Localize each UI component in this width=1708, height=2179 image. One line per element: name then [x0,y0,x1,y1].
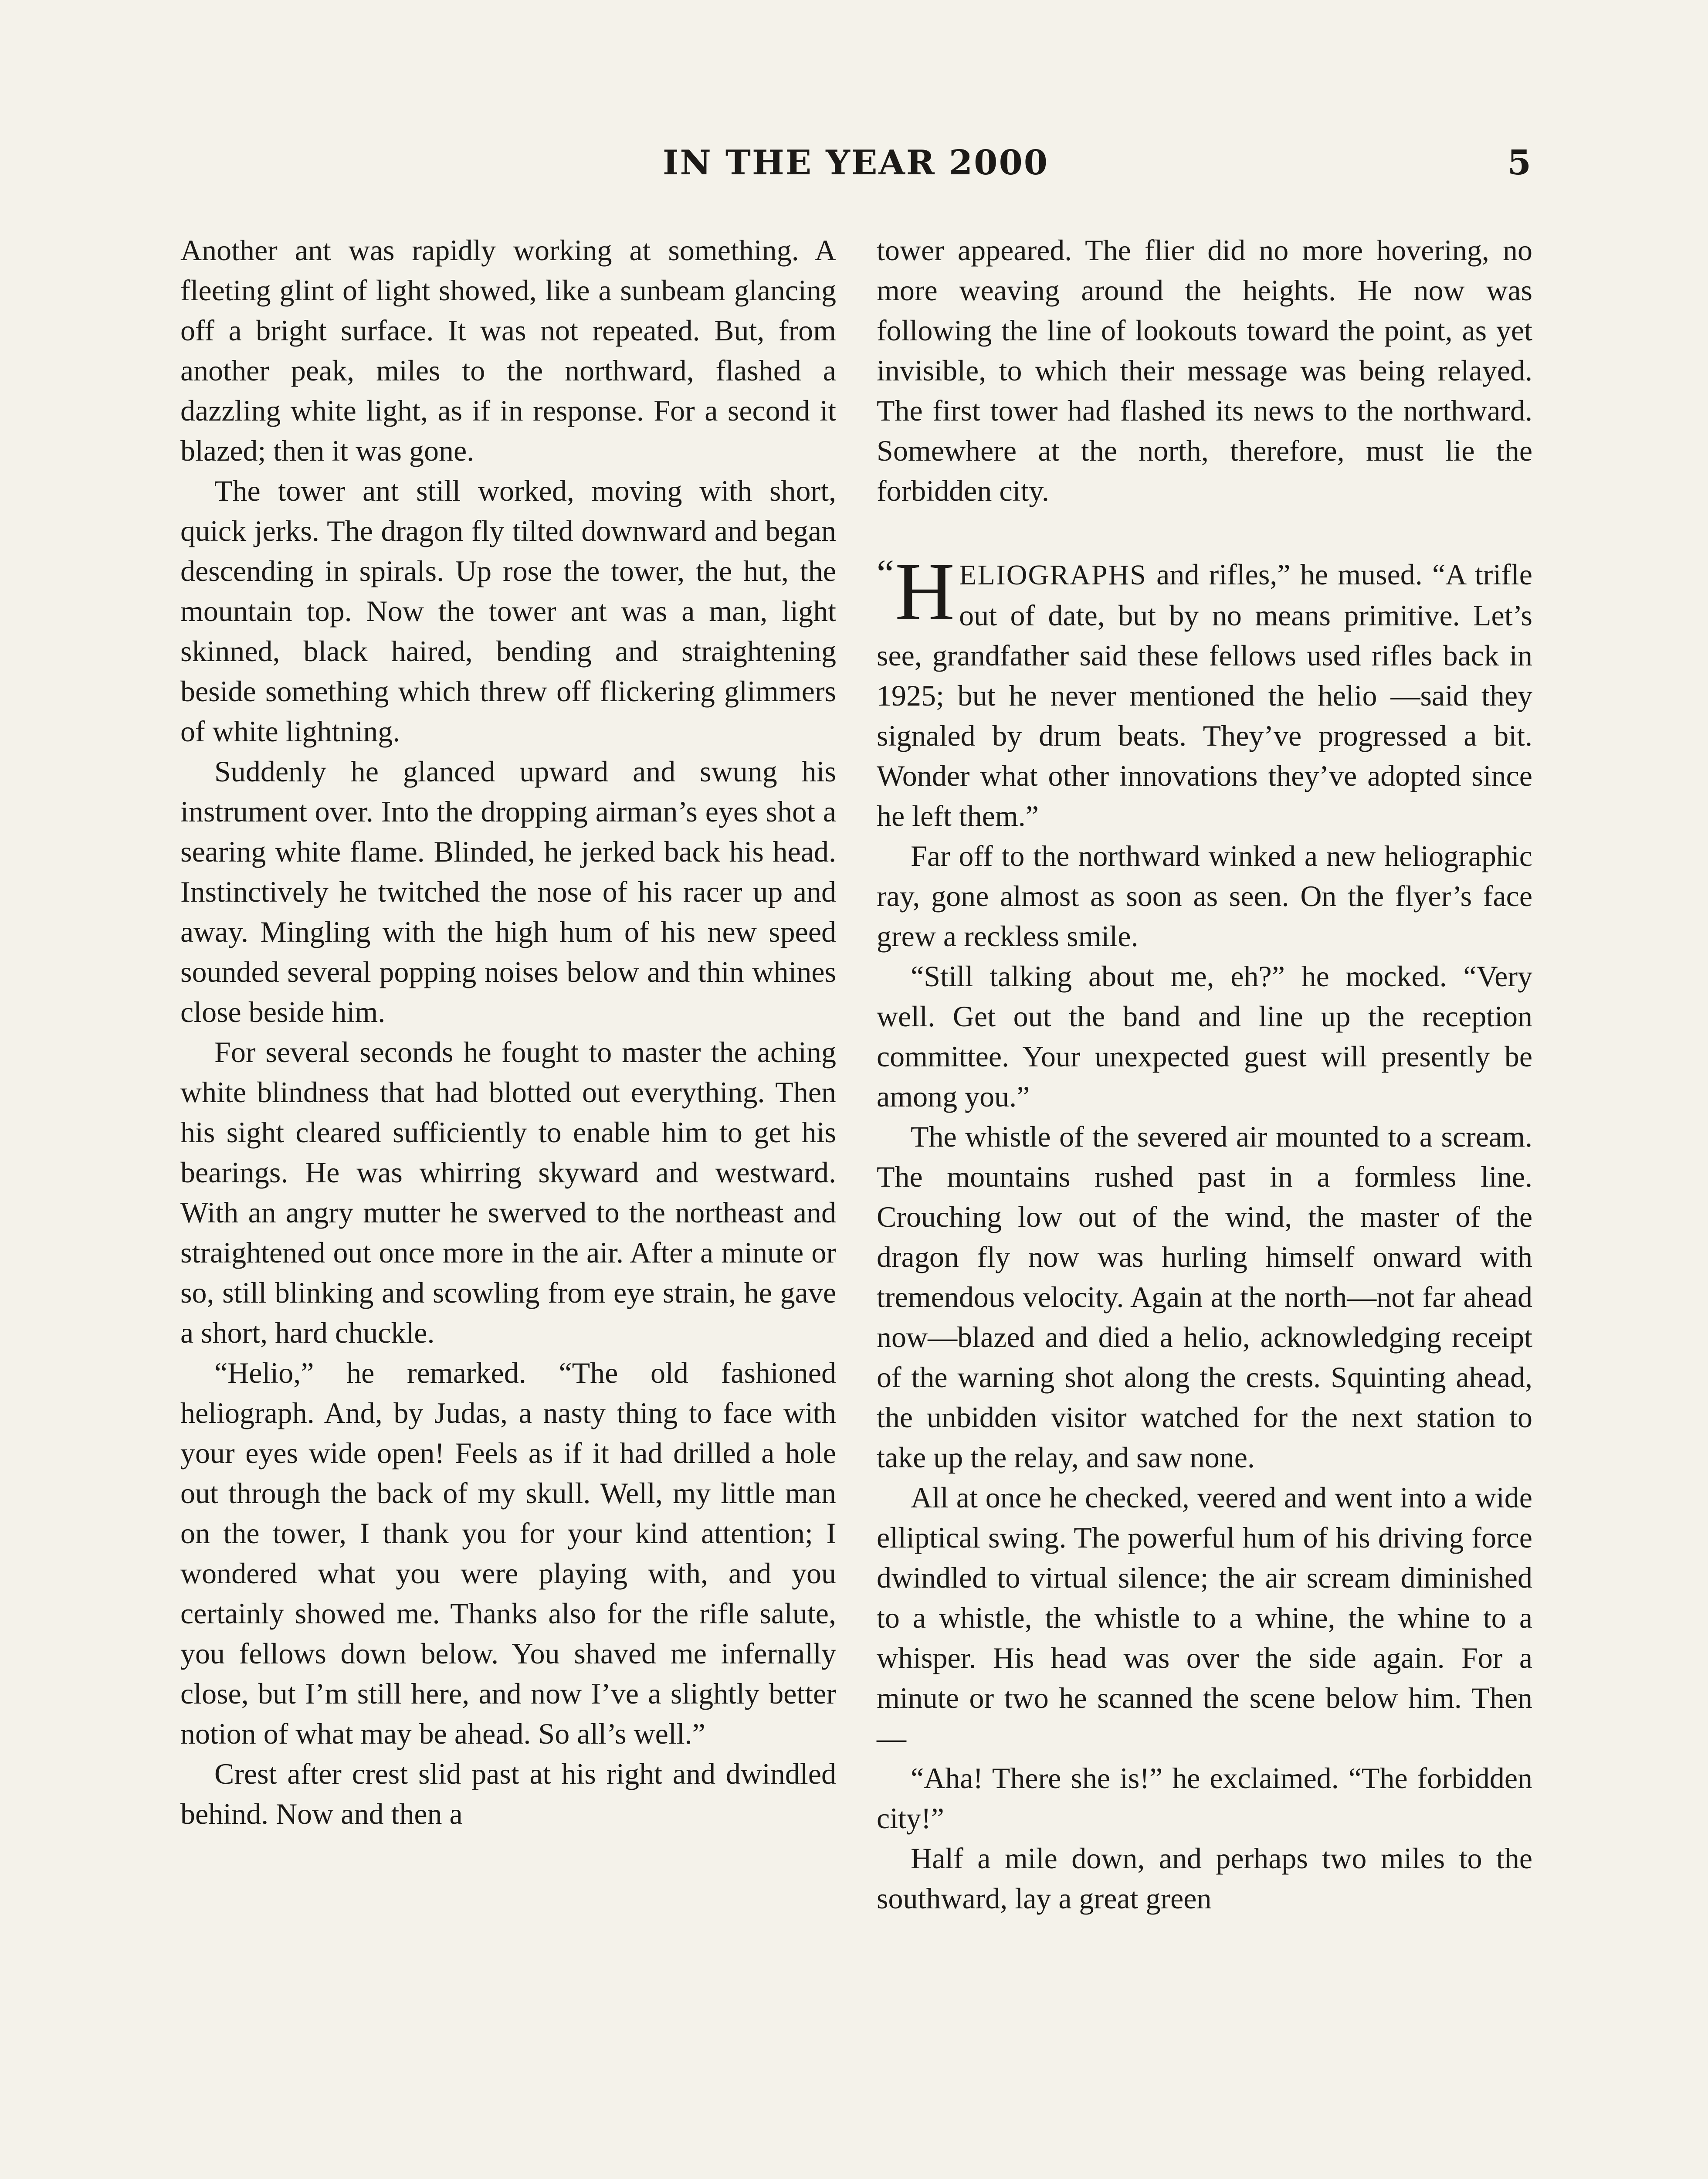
paragraph: For several seconds he fought to master the aching white blindness that had blotted out everything. Then his sight cleared sufficiently to enable him to get his bearings. He was whirring skyward and westward. With an angry mutter he swerved to the northeast and straightened out once more in the air. After a minute or so, still blinking and scowling from eye strain, he gave a short, hard chuckle. [180,1035,836,1349]
paragraph: “Still talking about me, eh?” he mocked. “Very well. Get out the band and line up the reception committee. Your unexpected guest will presently be among you.” [877,960,1532,1113]
drop-cap: H [895,546,955,638]
left-column [180,230,836,1834]
right-column [877,230,1532,1918]
paragraph: The tower ant still worked, moving with short, quick jerks. The dragon fly tilted downward and began descending in spirals. Up rose the tower, the hut, the mountain top. Now the tower ant was a man, light skinned, black haired, bending and straightening beside something which threw off flickering glimmers of white lightning. [180,474,836,748]
running-head [180,139,1531,187]
paragraph: All at once he checked, veered and went into a wide elliptical swing. The powerful hum of his driving force dwindled to virtual silence; the air scream diminished to a whistle, the whistle to a whine, the whine to a whisper. His head was over the side again. For a minute or two he scanned the scene below him. Then— [877,1481,1532,1755]
paragraph: Half a mile down, and perhaps two miles to the southward, lay a great green [877,1842,1532,1915]
running-title: IN THE YEAR 2000 [662,143,1049,183]
paragraph: Suddenly he glanced upward and swung his instrument over. Into the dropping airman’s eyes shot a searing white flame. Blinded, he jerked back his head. Instinctively he twitched the nose of his racer up and away. Mingling with the high hum of his new speed sounded several popping noises below and thin whines close beside him. [180,755,836,1028]
paragraph: “Helio,” he remarked. “The old fashioned heliograph. And, by Judas, a nasty thing to face with your eyes wide open! Feels as if it had drilled a hole out through the back of my skull. Well, my little man on the tower, I thank you for your kind attention; I wondered what you were playing with, and you certainly showed me. Thanks also for the rifle salute, you fellows down below. You shaved me infernally close, but I’m still here, and now I’ve a slightly better notion of what may be ahead. So all’s well.” [180,1356,836,1750]
section-opening-paragraph [877,546,1532,836]
lead-caps: ELIOGRAPHS [959,559,1147,591]
paragraph: Far off to the northward winked a new heliographic ray, gone almost as soon as seen. On the flyer’s face grew a reckless smile. [877,839,1532,953]
paragraph: “Aha! There she is!” he exclaimed. “The forbidden city!” [877,1762,1532,1835]
section-opening-text: and rifles,” he mused. “A trifle out of date, but by no means primitive. Let’s see, grandfather said these fellows used rifles back in 1925; but he never mentioned the helio —said they signaled by drum beats. They’ve progressed a bit. Wonder what other innovations they’ve adopted since he left them.” [877,558,1532,832]
paragraph: The whistle of the severed air mounted to a scream. The mountains rushed past in a formless line. Crouching low out of the wind, the master of the dragon fly now was hurling himself onward with tremendous velocity. Again at the north—not far ahead now—blazed and died a helio, acknowledging receipt of the warning shot along the crests. Squinting ahead, the unbidden visitor watched for the next station to take up the relay, and saw none. [877,1120,1532,1474]
opening-quote: “ [877,552,894,595]
page-number: 5 [1507,143,1531,183]
paragraph: Another ant was rapidly working at something. A fleeting glint of light showed, like a sunbeam glancing off a bright surface. It was not repeated. But, from another peak, miles to the northward, flashed a dazzling white light, as if in response. For a second it blazed; then it was gone. [180,234,836,467]
paragraph: Crest after crest slid past at his right and dwindled behind. Now and then a [180,1757,836,1830]
paragraph: tower appeared. The flier did no more hovering, no more weaving around the heights. He now was following the line of lookouts toward the point, as yet invisible, to which their message was being relayed. The first tower had flashed its news to the northward. Somewhere at the north, therefore, must lie the forbidden city. [877,234,1532,507]
